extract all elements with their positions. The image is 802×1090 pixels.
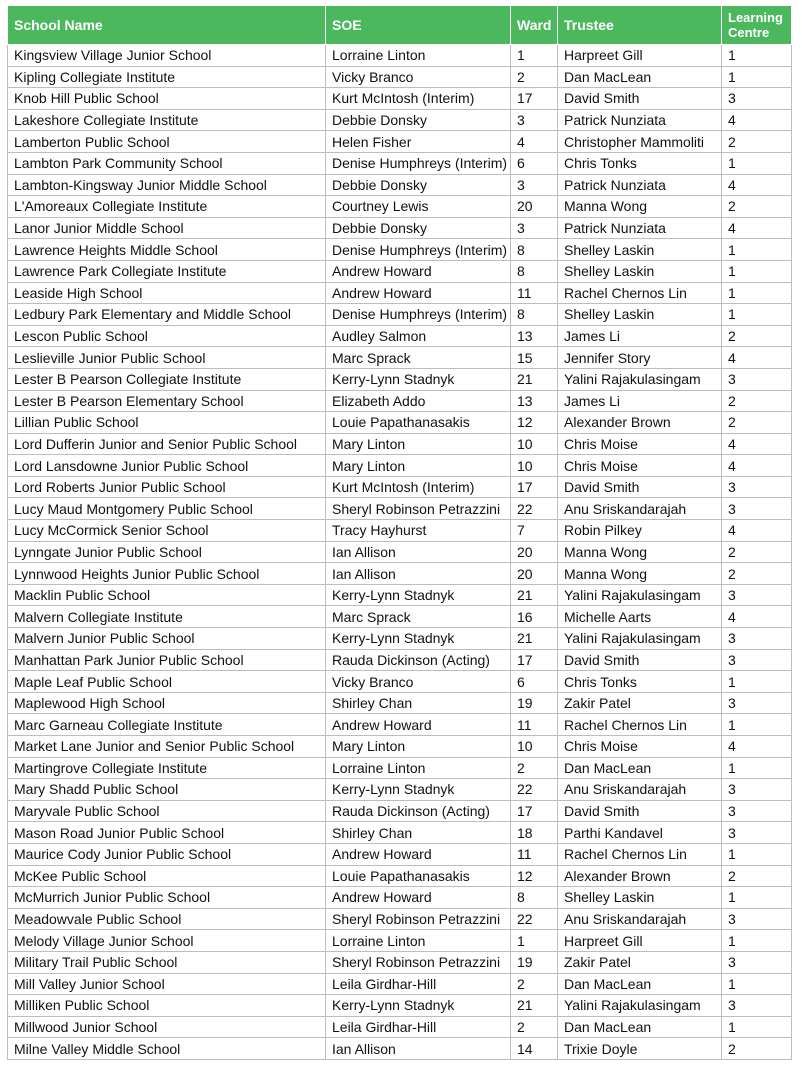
soe-cell: Denise Humphreys (Interim) xyxy=(326,239,511,261)
school-name-cell: Ledbury Park Elementary and Middle School xyxy=(8,304,326,326)
school-name-cell: Lester B Pearson Collegiate Institute xyxy=(8,368,326,390)
soe-cell: Leila Girdhar-Hill xyxy=(326,1016,511,1038)
ward-cell: 11 xyxy=(511,282,558,304)
school-name-cell: Melody Village Junior School xyxy=(8,930,326,952)
trustee-cell: Dan MacLean xyxy=(558,66,722,88)
learning-centre-cell: 3 xyxy=(722,498,792,520)
learning-centre-cell: 2 xyxy=(722,412,792,434)
school-name-cell: Maplewood High School xyxy=(8,692,326,714)
soe-cell: Tracy Hayhurst xyxy=(326,520,511,542)
trustee-cell: Trixie Doyle xyxy=(558,1038,722,1060)
trustee-cell: Parthi Kandavel xyxy=(558,822,722,844)
trustee-cell: Patrick Nunziata xyxy=(558,174,722,196)
learning-centre-cell: 4 xyxy=(722,520,792,542)
header-learning-centre xyxy=(722,6,792,45)
school-name-cell: McMurrich Junior Public School xyxy=(8,887,326,909)
soe-cell: Andrew Howard xyxy=(326,887,511,909)
learning-centre-cell: 1 xyxy=(722,757,792,779)
ward-cell: 17 xyxy=(511,649,558,671)
header-learning-centre-line1: Learning xyxy=(728,10,783,25)
ward-cell: 13 xyxy=(511,390,558,412)
ward-cell: 3 xyxy=(511,109,558,131)
ward-cell: 13 xyxy=(511,325,558,347)
trustee-cell: David Smith xyxy=(558,800,722,822)
ward-cell: 6 xyxy=(511,671,558,693)
school-name-cell: Lucy Maud Montgomery Public School xyxy=(8,498,326,520)
school-name-cell: Lambton-Kingsway Junior Middle School xyxy=(8,174,326,196)
table-row xyxy=(8,390,792,412)
ward-cell: 8 xyxy=(511,887,558,909)
school-name-cell: Knob Hill Public School xyxy=(8,88,326,110)
learning-centre-cell: 1 xyxy=(722,152,792,174)
school-name-cell: Lynngate Junior Public School xyxy=(8,541,326,563)
trustee-cell: Shelley Laskin xyxy=(558,304,722,326)
trustee-cell: David Smith xyxy=(558,476,722,498)
trustee-cell: Patrick Nunziata xyxy=(558,109,722,131)
table-row xyxy=(8,779,792,801)
table-row xyxy=(8,368,792,390)
soe-cell: Vicky Branco xyxy=(326,66,511,88)
table-row xyxy=(8,520,792,542)
soe-cell: Shirley Chan xyxy=(326,822,511,844)
ward-cell: 8 xyxy=(511,304,558,326)
school-name-cell: Lynnwood Heights Junior Public School xyxy=(8,563,326,585)
soe-cell: Denise Humphreys (Interim) xyxy=(326,152,511,174)
learning-centre-cell: 4 xyxy=(722,217,792,239)
trustee-cell: Chris Moise xyxy=(558,455,722,477)
school-name-cell: Lakeshore Collegiate Institute xyxy=(8,109,326,131)
soe-cell: Andrew Howard xyxy=(326,282,511,304)
schools-table-container xyxy=(7,5,791,1060)
soe-cell: Shirley Chan xyxy=(326,692,511,714)
trustee-cell: Yalini Rajakulasingam xyxy=(558,995,722,1017)
ward-cell: 6 xyxy=(511,152,558,174)
table-row xyxy=(8,455,792,477)
learning-centre-cell: 3 xyxy=(722,476,792,498)
table-row xyxy=(8,628,792,650)
ward-cell: 20 xyxy=(511,196,558,218)
ward-cell: 10 xyxy=(511,433,558,455)
table-row xyxy=(8,217,792,239)
table-row xyxy=(8,282,792,304)
soe-cell: Lorraine Linton xyxy=(326,45,511,67)
table-row xyxy=(8,887,792,909)
trustee-cell: Harpreet Gill xyxy=(558,930,722,952)
learning-centre-cell: 1 xyxy=(722,1016,792,1038)
header-trustee: Trustee xyxy=(558,6,722,45)
trustee-cell: James Li xyxy=(558,325,722,347)
learning-centre-cell: 3 xyxy=(722,822,792,844)
soe-cell: Marc Sprack xyxy=(326,606,511,628)
ward-cell: 22 xyxy=(511,908,558,930)
learning-centre-cell: 2 xyxy=(722,563,792,585)
trustee-cell: Rachel Chernos Lin xyxy=(558,282,722,304)
school-name-cell: Milne Valley Middle School xyxy=(8,1038,326,1060)
school-name-cell: Meadowvale Public School xyxy=(8,908,326,930)
soe-cell: Kerry-Lynn Stadnyk xyxy=(326,368,511,390)
ward-cell: 2 xyxy=(511,1016,558,1038)
school-name-cell: Kipling Collegiate Institute xyxy=(8,66,326,88)
ward-cell: 8 xyxy=(511,260,558,282)
school-name-cell: Mason Road Junior Public School xyxy=(8,822,326,844)
table-row xyxy=(8,800,792,822)
header-learning-centre-line2: Centre xyxy=(728,25,770,40)
trustee-cell: Anu Sriskandarajah xyxy=(558,779,722,801)
learning-centre-cell: 3 xyxy=(722,800,792,822)
learning-centre-cell: 3 xyxy=(722,584,792,606)
ward-cell: 1 xyxy=(511,930,558,952)
soe-cell: Elizabeth Addo xyxy=(326,390,511,412)
learning-centre-cell: 3 xyxy=(722,628,792,650)
learning-centre-cell: 1 xyxy=(722,843,792,865)
table-row xyxy=(8,196,792,218)
soe-cell: Ian Allison xyxy=(326,541,511,563)
soe-cell: Mary Linton xyxy=(326,433,511,455)
school-name-cell: Lillian Public School xyxy=(8,412,326,434)
learning-centre-cell: 3 xyxy=(722,951,792,973)
ward-cell: 7 xyxy=(511,520,558,542)
table-row xyxy=(8,649,792,671)
learning-centre-cell: 1 xyxy=(722,671,792,693)
ward-cell: 11 xyxy=(511,843,558,865)
school-name-cell: Maryvale Public School xyxy=(8,800,326,822)
soe-cell: Ian Allison xyxy=(326,563,511,585)
ward-cell: 22 xyxy=(511,498,558,520)
table-row xyxy=(8,152,792,174)
trustee-cell: David Smith xyxy=(558,649,722,671)
school-name-cell: Lord Roberts Junior Public School xyxy=(8,476,326,498)
trustee-cell: Dan MacLean xyxy=(558,973,722,995)
table-row xyxy=(8,1016,792,1038)
school-name-cell: Maurice Cody Junior Public School xyxy=(8,843,326,865)
trustee-cell: Manna Wong xyxy=(558,541,722,563)
trustee-cell: James Li xyxy=(558,390,722,412)
trustee-cell: Shelley Laskin xyxy=(558,239,722,261)
soe-cell: Kerry-Lynn Stadnyk xyxy=(326,584,511,606)
table-row xyxy=(8,109,792,131)
soe-cell: Ian Allison xyxy=(326,1038,511,1060)
learning-centre-cell: 4 xyxy=(722,606,792,628)
ward-cell: 10 xyxy=(511,455,558,477)
learning-centre-cell: 4 xyxy=(722,109,792,131)
trustee-cell: Yalini Rajakulasingam xyxy=(558,368,722,390)
ward-cell: 21 xyxy=(511,628,558,650)
school-name-cell: Macklin Public School xyxy=(8,584,326,606)
ward-cell: 10 xyxy=(511,736,558,758)
school-name-cell: Lescon Public School xyxy=(8,325,326,347)
learning-centre-cell: 3 xyxy=(722,779,792,801)
soe-cell: Kerry-Lynn Stadnyk xyxy=(326,779,511,801)
table-row xyxy=(8,822,792,844)
school-name-cell: L'Amoreaux Collegiate Institute xyxy=(8,196,326,218)
school-name-cell: Mary Shadd Public School xyxy=(8,779,326,801)
school-name-cell: Marc Garneau Collegiate Institute xyxy=(8,714,326,736)
trustee-cell: Rachel Chernos Lin xyxy=(558,843,722,865)
school-name-cell: Malvern Junior Public School xyxy=(8,628,326,650)
trustee-cell: Zakir Patel xyxy=(558,951,722,973)
table-row xyxy=(8,843,792,865)
ward-cell: 16 xyxy=(511,606,558,628)
soe-cell: Debbie Donsky xyxy=(326,217,511,239)
table-row xyxy=(8,239,792,261)
learning-centre-cell: 2 xyxy=(722,541,792,563)
learning-centre-cell: 3 xyxy=(722,649,792,671)
ward-cell: 18 xyxy=(511,822,558,844)
soe-cell: Andrew Howard xyxy=(326,843,511,865)
trustee-cell: Yalini Rajakulasingam xyxy=(558,628,722,650)
ward-cell: 1 xyxy=(511,45,558,67)
ward-cell: 12 xyxy=(511,412,558,434)
soe-cell: Mary Linton xyxy=(326,736,511,758)
soe-cell: Denise Humphreys (Interim) xyxy=(326,304,511,326)
school-name-cell: Malvern Collegiate Institute xyxy=(8,606,326,628)
soe-cell: Debbie Donsky xyxy=(326,109,511,131)
learning-centre-cell: 3 xyxy=(722,908,792,930)
trustee-cell: Zakir Patel xyxy=(558,692,722,714)
trustee-cell: Shelley Laskin xyxy=(558,260,722,282)
learning-centre-cell: 1 xyxy=(722,887,792,909)
table-row xyxy=(8,433,792,455)
school-name-cell: Military Trail Public School xyxy=(8,951,326,973)
ward-cell: 19 xyxy=(511,692,558,714)
ward-cell: 21 xyxy=(511,995,558,1017)
learning-centre-cell: 1 xyxy=(722,260,792,282)
table-row xyxy=(8,995,792,1017)
learning-centre-cell: 1 xyxy=(722,45,792,67)
soe-cell: Louie Papathanasakis xyxy=(326,412,511,434)
table-row xyxy=(8,757,792,779)
soe-cell: Kerry-Lynn Stadnyk xyxy=(326,995,511,1017)
trustee-cell: Chris Tonks xyxy=(558,152,722,174)
table-row xyxy=(8,606,792,628)
ward-cell: 17 xyxy=(511,88,558,110)
learning-centre-cell: 4 xyxy=(722,455,792,477)
ward-cell: 2 xyxy=(511,973,558,995)
learning-centre-cell: 1 xyxy=(722,973,792,995)
table-row xyxy=(8,908,792,930)
table-row xyxy=(8,736,792,758)
ward-cell: 2 xyxy=(511,66,558,88)
table-row xyxy=(8,930,792,952)
table-row xyxy=(8,174,792,196)
table-row xyxy=(8,412,792,434)
ward-cell: 2 xyxy=(511,757,558,779)
table-row xyxy=(8,714,792,736)
soe-cell: Sheryl Robinson Petrazzini xyxy=(326,908,511,930)
soe-cell: Andrew Howard xyxy=(326,260,511,282)
ward-cell: 21 xyxy=(511,368,558,390)
ward-cell: 20 xyxy=(511,541,558,563)
ward-cell: 20 xyxy=(511,563,558,585)
learning-centre-cell: 3 xyxy=(722,995,792,1017)
table-row xyxy=(8,1038,792,1060)
learning-centre-cell: 1 xyxy=(722,239,792,261)
soe-cell: Rauda Dickinson (Acting) xyxy=(326,800,511,822)
school-name-cell: Lester B Pearson Elementary School xyxy=(8,390,326,412)
soe-cell: Courtney Lewis xyxy=(326,196,511,218)
table-row xyxy=(8,584,792,606)
learning-centre-cell: 3 xyxy=(722,368,792,390)
learning-centre-cell: 2 xyxy=(722,196,792,218)
schools-table xyxy=(7,5,792,1060)
learning-centre-cell: 4 xyxy=(722,433,792,455)
trustee-cell: Alexander Brown xyxy=(558,865,722,887)
trustee-cell: Alexander Brown xyxy=(558,412,722,434)
school-name-cell: Lawrence Heights Middle School xyxy=(8,239,326,261)
trustee-cell: Chris Tonks xyxy=(558,671,722,693)
school-name-cell: Leslieville Junior Public School xyxy=(8,347,326,369)
trustee-cell: Shelley Laskin xyxy=(558,887,722,909)
trustee-cell: Chris Moise xyxy=(558,433,722,455)
table-row xyxy=(8,260,792,282)
ward-cell: 17 xyxy=(511,800,558,822)
school-name-cell: Leaside High School xyxy=(8,282,326,304)
learning-centre-cell: 2 xyxy=(722,390,792,412)
ward-cell: 4 xyxy=(511,131,558,153)
learning-centre-cell: 1 xyxy=(722,930,792,952)
table-body xyxy=(8,45,792,1060)
ward-cell: 21 xyxy=(511,584,558,606)
soe-cell: Sheryl Robinson Petrazzini xyxy=(326,498,511,520)
learning-centre-cell: 1 xyxy=(722,66,792,88)
table-row xyxy=(8,66,792,88)
trustee-cell: Rachel Chernos Lin xyxy=(558,714,722,736)
table-row xyxy=(8,88,792,110)
trustee-cell: Patrick Nunziata xyxy=(558,217,722,239)
ward-cell: 8 xyxy=(511,239,558,261)
school-name-cell: Lamberton Public School xyxy=(8,131,326,153)
trustee-cell: Michelle Aarts xyxy=(558,606,722,628)
table-row xyxy=(8,865,792,887)
school-name-cell: Millwood Junior School xyxy=(8,1016,326,1038)
trustee-cell: Chris Moise xyxy=(558,736,722,758)
table-row xyxy=(8,304,792,326)
school-name-cell: Manhattan Park Junior Public School xyxy=(8,649,326,671)
table-row xyxy=(8,563,792,585)
soe-cell: Lorraine Linton xyxy=(326,757,511,779)
trustee-cell: Christopher Mammoliti xyxy=(558,131,722,153)
table-row xyxy=(8,347,792,369)
table-row xyxy=(8,692,792,714)
learning-centre-cell: 4 xyxy=(722,347,792,369)
learning-centre-cell: 1 xyxy=(722,714,792,736)
trustee-cell: Robin Pilkey xyxy=(558,520,722,542)
soe-cell: Kurt McIntosh (Interim) xyxy=(326,88,511,110)
school-name-cell: Lanor Junior Middle School xyxy=(8,217,326,239)
trustee-cell: Anu Sriskandarajah xyxy=(558,498,722,520)
trustee-cell: Yalini Rajakulasingam xyxy=(558,584,722,606)
table-row xyxy=(8,476,792,498)
school-name-cell: Market Lane Junior and Senior Public School xyxy=(8,736,326,758)
table-row xyxy=(8,973,792,995)
learning-centre-cell: 3 xyxy=(722,692,792,714)
school-name-cell: McKee Public School xyxy=(8,865,326,887)
soe-cell: Andrew Howard xyxy=(326,714,511,736)
soe-cell: Kerry-Lynn Stadnyk xyxy=(326,628,511,650)
trustee-cell: Jennifer Story xyxy=(558,347,722,369)
table-row xyxy=(8,541,792,563)
soe-cell: Debbie Donsky xyxy=(326,174,511,196)
school-name-cell: Lambton Park Community School xyxy=(8,152,326,174)
learning-centre-cell: 1 xyxy=(722,282,792,304)
table-row xyxy=(8,325,792,347)
learning-centre-cell: 2 xyxy=(722,131,792,153)
soe-cell: Vicky Branco xyxy=(326,671,511,693)
school-name-cell: Milliken Public School xyxy=(8,995,326,1017)
table-row xyxy=(8,131,792,153)
ward-cell: 17 xyxy=(511,476,558,498)
soe-cell: Helen Fisher xyxy=(326,131,511,153)
ward-cell: 12 xyxy=(511,865,558,887)
table-row xyxy=(8,951,792,973)
soe-cell: Louie Papathanasakis xyxy=(326,865,511,887)
trustee-cell: Harpreet Gill xyxy=(558,45,722,67)
ward-cell: 3 xyxy=(511,174,558,196)
soe-cell: Audley Salmon xyxy=(326,325,511,347)
learning-centre-cell: 2 xyxy=(722,1038,792,1060)
table-header xyxy=(8,6,792,45)
ward-cell: 14 xyxy=(511,1038,558,1060)
ward-cell: 22 xyxy=(511,779,558,801)
learning-centre-cell: 4 xyxy=(722,174,792,196)
school-name-cell: Mill Valley Junior School xyxy=(8,973,326,995)
learning-centre-cell: 1 xyxy=(722,304,792,326)
table-row xyxy=(8,498,792,520)
trustee-cell: Dan MacLean xyxy=(558,1016,722,1038)
soe-cell: Rauda Dickinson (Acting) xyxy=(326,649,511,671)
ward-cell: 3 xyxy=(511,217,558,239)
soe-cell: Leila Girdhar-Hill xyxy=(326,973,511,995)
table-row xyxy=(8,671,792,693)
soe-cell: Lorraine Linton xyxy=(326,930,511,952)
school-name-cell: Lord Dufferin Junior and Senior Public School xyxy=(8,433,326,455)
learning-centre-cell: 3 xyxy=(722,88,792,110)
ward-cell: 11 xyxy=(511,714,558,736)
ward-cell: 15 xyxy=(511,347,558,369)
soe-cell: Mary Linton xyxy=(326,455,511,477)
soe-cell: Kurt McIntosh (Interim) xyxy=(326,476,511,498)
school-name-cell: Lawrence Park Collegiate Institute xyxy=(8,260,326,282)
learning-centre-cell: 4 xyxy=(722,736,792,758)
table-row xyxy=(8,45,792,67)
ward-cell: 19 xyxy=(511,951,558,973)
school-name-cell: Maple Leaf Public School xyxy=(8,671,326,693)
learning-centre-cell: 2 xyxy=(722,865,792,887)
school-name-cell: Martingrove Collegiate Institute xyxy=(8,757,326,779)
header-school-name: School Name xyxy=(8,6,326,45)
trustee-cell: Manna Wong xyxy=(558,196,722,218)
soe-cell: Marc Sprack xyxy=(326,347,511,369)
learning-centre-cell: 2 xyxy=(722,325,792,347)
trustee-cell: Manna Wong xyxy=(558,563,722,585)
header-soe: SOE xyxy=(326,6,511,45)
trustee-cell: Dan MacLean xyxy=(558,757,722,779)
soe-cell: Sheryl Robinson Petrazzini xyxy=(326,951,511,973)
school-name-cell: Kingsview Village Junior School xyxy=(8,45,326,67)
school-name-cell: Lucy McCormick Senior School xyxy=(8,520,326,542)
trustee-cell: David Smith xyxy=(558,88,722,110)
school-name-cell: Lord Lansdowne Junior Public School xyxy=(8,455,326,477)
header-row xyxy=(8,6,792,45)
header-ward: Ward xyxy=(511,6,558,45)
trustee-cell: Anu Sriskandarajah xyxy=(558,908,722,930)
